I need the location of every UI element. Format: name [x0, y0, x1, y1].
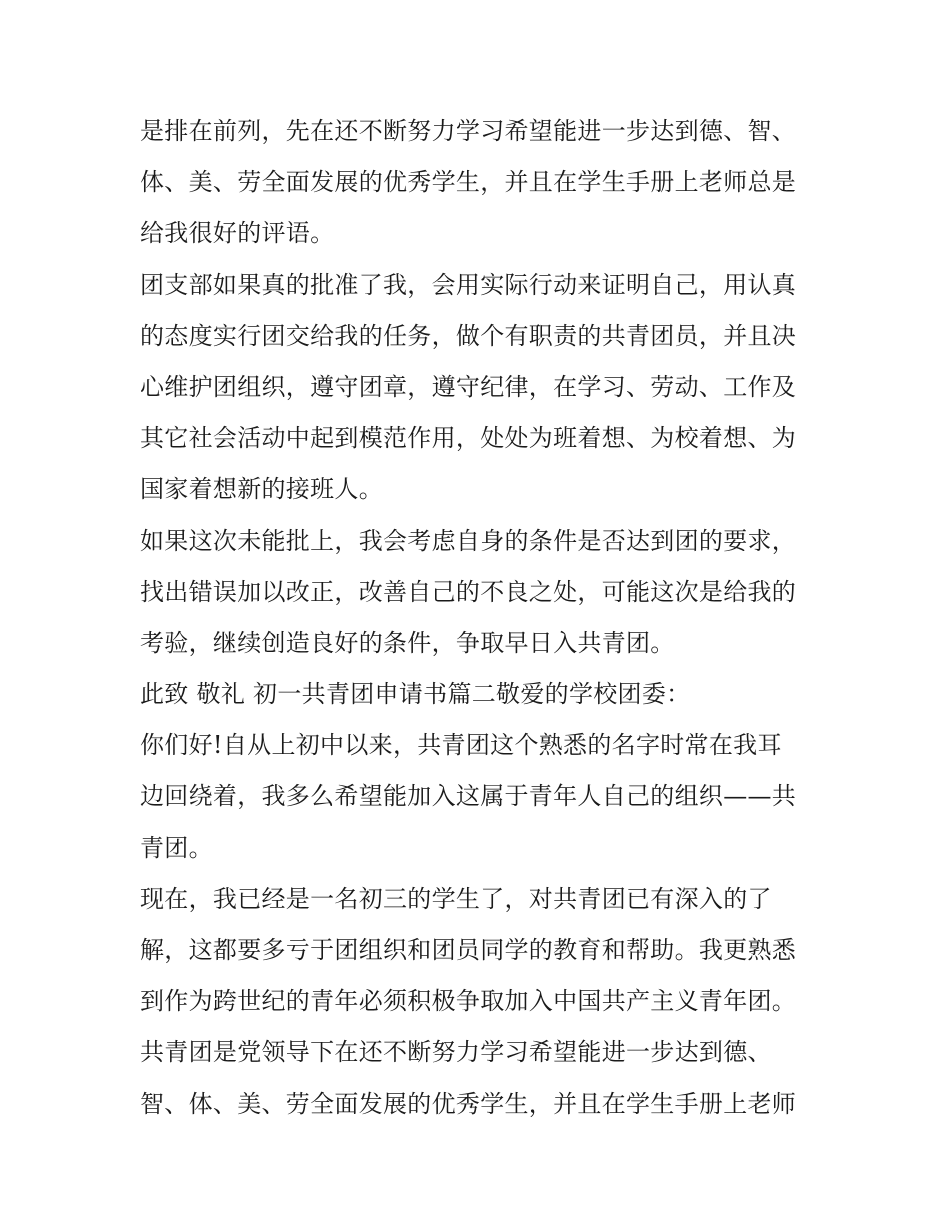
text-line: 青团。	[140, 833, 213, 862]
text-line: 的态度实行团交给我的任务，做个有职责的共青团员，并且决	[140, 321, 797, 350]
text-line: 给我很好的评语。	[140, 219, 335, 248]
text-line: 体、美、劳全面发展的优秀学生，并且在学生手册上老师总是	[140, 168, 797, 197]
text-line: 团支部如果真的批准了我，会用实际行动来证明自己，用认真	[140, 270, 797, 299]
text-line: 到作为跨世纪的青年必须积极争取加入中国共产主义青年团。	[140, 987, 797, 1016]
text-line: 共青团是党领导下在还不断努力学习希望能进一步达到德、	[140, 1038, 772, 1067]
text-line: 心维护团组织，遵守团章，遵守纪律，在学习、劳动、工作及	[140, 372, 797, 401]
text-line: 如果这次未能批上，我会考虑自身的条件是否达到团的要求，	[140, 526, 797, 555]
text-line: 你们好!自从上初中以来，共青团这个熟悉的名字时常在我耳	[140, 731, 782, 760]
text-line: 是排在前列，先在还不断努力学习希望能进一步达到德、智、	[140, 117, 797, 145]
text-line: 找出错误加以改正，改善自己的不良之处，可能这次是给我的	[140, 577, 797, 606]
text-line: 智、体、美、劳全面发展的优秀学生，并且在学生手册上老师	[140, 1089, 797, 1118]
document-body	[140, 106, 820, 1130]
text-line: 解，这都要多亏于团组织和团员同学的教育和帮助。我更熟悉	[140, 936, 797, 964]
text-line: 考验，继续创造良好的条件，争取早日入共青团。	[140, 628, 675, 657]
text-line: 此致 敬礼 初一共青团申请书篇二敬爱的学校团委：	[140, 680, 691, 709]
text-line: 现在，我已经是一名初三的学生了，对共青团已有深入的了	[140, 884, 772, 913]
text-line: 边回绕着，我多么希望能加入这属于青年人自己的组织——共	[140, 782, 797, 811]
text-line: 国家着想新的接班人。	[140, 475, 383, 504]
text-line: 其它社会活动中起到模范作用，处处为班着想、为校着想、为	[140, 424, 797, 453]
